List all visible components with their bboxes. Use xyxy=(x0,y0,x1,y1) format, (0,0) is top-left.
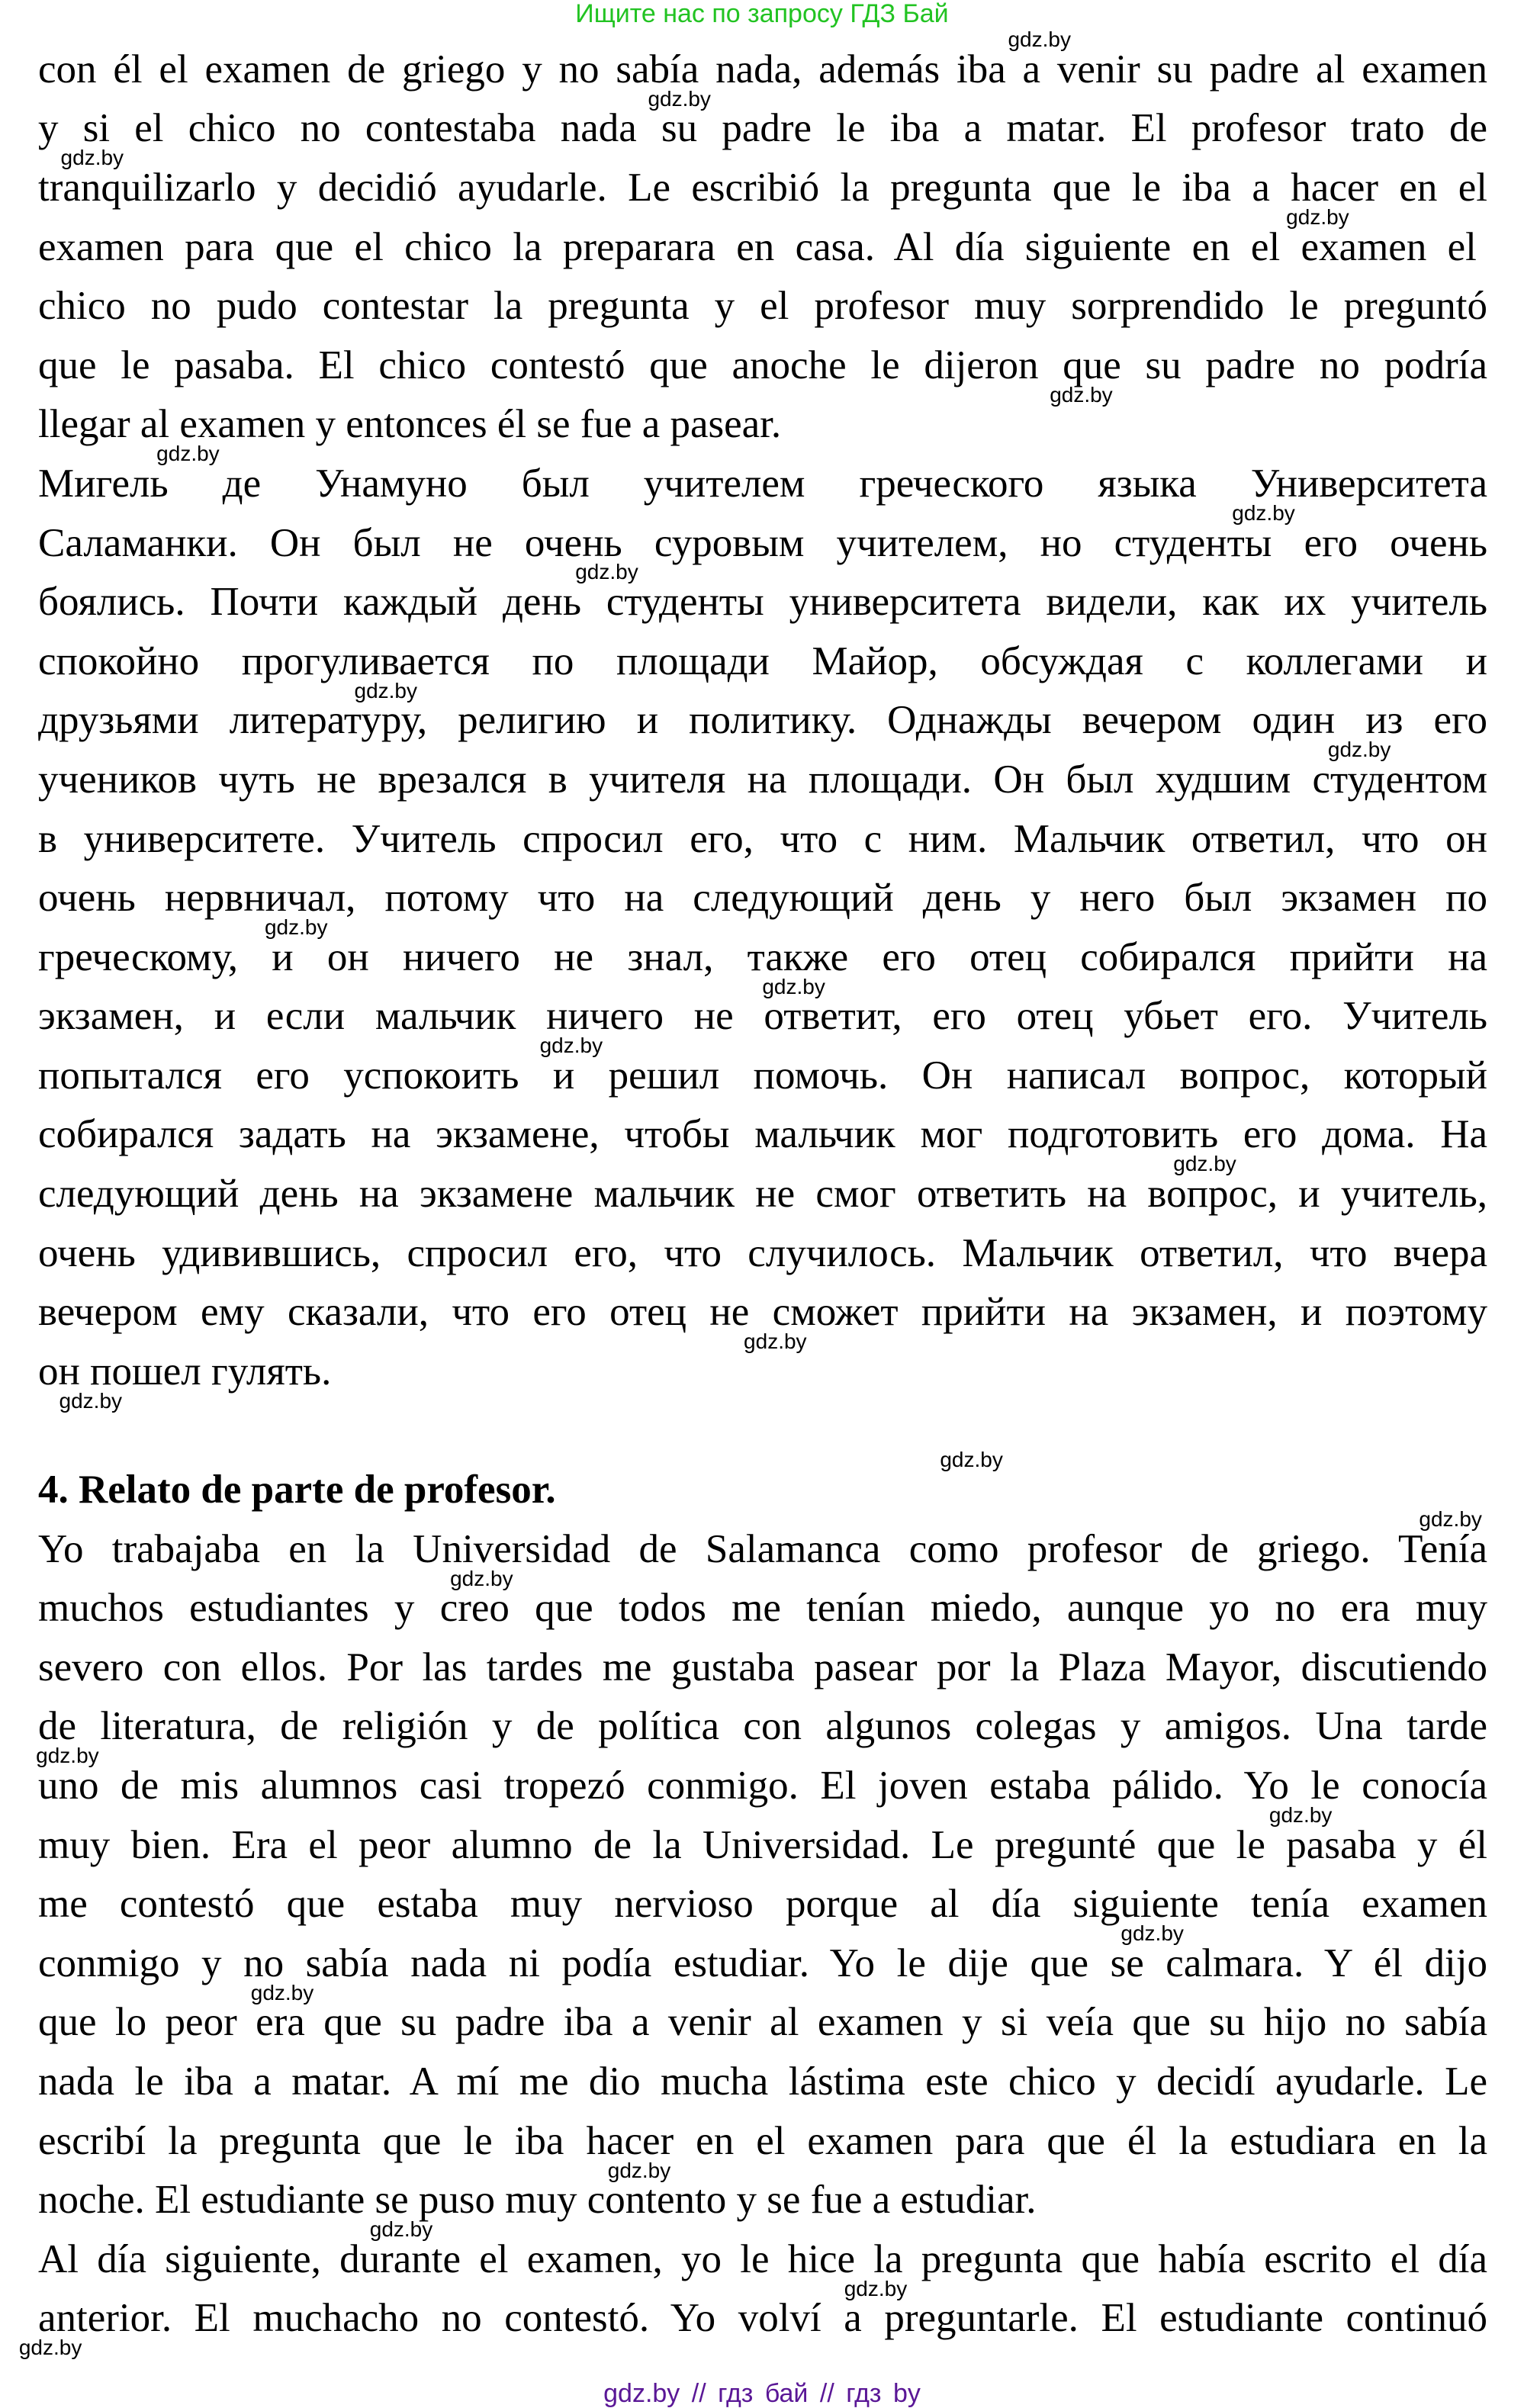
text-line: examen para que el chico la preparara en casa. Al día siguiente en el examen el xyxy=(38,224,1477,269)
line-slot xyxy=(38,1164,1487,1223)
watermark: gdz.by xyxy=(1050,382,1113,407)
search-banner[interactable]: Ищите нас по запросу ГДЗ Бай xyxy=(575,0,949,28)
watermark: gdz.by xyxy=(648,86,711,111)
text-line: noche. El estudiante se puso muy contento y se fue a estudiar. xyxy=(38,2178,1037,2223)
watermark: gdz.by xyxy=(36,1744,99,1768)
line-slot xyxy=(38,336,1487,395)
line-slot xyxy=(38,40,1487,99)
text-line: следующий день на экзамене мальчик не смог ответить на вопрос, и учитель, xyxy=(38,1172,1487,1217)
text-line: que lo peor era que su padre iba a venir al examen y si veía que su hijo no sabía xyxy=(38,2000,1487,2045)
line-slot xyxy=(38,217,1487,277)
text-line: me contestó que estaba muy nervioso porque al día siguiente tenía examen xyxy=(38,1882,1487,1927)
text-line: anterior. El muchacho no contestó. Yo volví a preguntarle. El estudiante continuó xyxy=(38,2296,1487,2341)
text-line: собирался задать на экзамене, чтобы мальчик мог подготовить его дома. На xyxy=(38,1112,1487,1157)
text-line: muchos estudiantes y creo que todos me tenían miedo, aunque yo no era muy xyxy=(38,1586,1487,1631)
line-slot xyxy=(38,1697,1487,1757)
text-line: очень нервничал, потому что на следующий день у него был экзамен по xyxy=(38,876,1487,921)
section-heading: 4. Relato de parte de profesor. xyxy=(38,1468,556,1513)
line-slot xyxy=(38,1401,1487,1461)
line-slot xyxy=(38,1046,1487,1105)
line-slot xyxy=(38,2230,1487,2289)
line-slot xyxy=(38,99,1487,159)
watermark: gdz.by xyxy=(18,2336,82,2360)
text-line: Мигель де Унамуно был учителем греческого языка Университета xyxy=(38,461,1487,506)
text-line: учеников чуть не врезался в учителя на площади. Он был худшим студентом xyxy=(38,757,1487,802)
text-line: muy bien. Era el peor alumno de la Universidad. Le pregunté que le pasaba y él xyxy=(38,1822,1487,1867)
text-line: боялись. Почти каждый день студенты университета видели, как их учитель xyxy=(38,580,1487,625)
text-line: conmigo y no sabía nada ni podía estudiar. Yo le dije que se calmara. Y él dijo xyxy=(38,1940,1487,1985)
line-slot xyxy=(38,1460,1487,1519)
line-slot xyxy=(38,632,1487,691)
watermark: gdz.by xyxy=(844,2276,908,2300)
text-line: y si el chico no contestaba nada su padre le iba a matar. El profesor trato de xyxy=(38,106,1487,151)
line-slot xyxy=(38,572,1487,632)
line-slot xyxy=(38,809,1487,869)
watermark: gdz.by xyxy=(940,1448,1003,1472)
text-line: очень удивившись, спросил его, что случилось. Мальчик ответил, что вчера xyxy=(38,1230,1487,1275)
line-slot xyxy=(38,2289,1487,2349)
watermark: gdz.by xyxy=(1120,1921,1184,1946)
watermark: gdz.by xyxy=(539,1034,603,1058)
text-line: спокойно прогуливается по площади Майор, обсуждая с коллегами и xyxy=(38,638,1487,683)
line-slot xyxy=(38,691,1487,751)
watermark: gdz.by xyxy=(762,974,825,998)
text-line: con él el examen de griego y no sabía nada, además iba a venir su padre al examen xyxy=(38,47,1487,92)
watermark: gdz.by xyxy=(369,2217,433,2242)
watermark: gdz.by xyxy=(1173,1152,1236,1176)
watermark: gdz.by xyxy=(264,915,328,939)
text-line: chico no pudo contestar la pregunta y el profesor muy sorprendido le preguntó xyxy=(38,284,1487,329)
text-line: Yo trabajaba en la Universidad de Salamanca como profesor de griego. Tenía xyxy=(38,1526,1487,1571)
text-line: severo con ellos. Por las tardes me gustaba pasear por la Plaza Mayor, discutiendo xyxy=(38,1644,1487,1689)
watermark: gdz.by xyxy=(354,678,417,702)
text-line: экзамен, и если мальчик ничего не ответит, его отец убьет его. Учитель xyxy=(38,994,1487,1039)
watermark: gdz.by xyxy=(1008,27,1071,51)
text-line: в университете. Учитель спросил его, что с ним. Мальчик ответил, что он xyxy=(38,816,1487,861)
text-line: tranquilizarlo y decidió ayudarle. Le escribió la pregunta que le iba a hacer en el xyxy=(38,165,1487,210)
text-line: Саламанки. Он был не очень суровым учителем, но студенты его очень xyxy=(38,520,1487,565)
watermark: gdz.by xyxy=(1232,500,1295,525)
text-line: nada le iba a matar. A mí me dio mucha lástima este chico y decidí ayudarle. Le xyxy=(38,2059,1487,2104)
line-slot xyxy=(38,395,1487,455)
watermark: gdz.by xyxy=(607,2158,671,2182)
watermark: gdz.by xyxy=(1419,1507,1482,1531)
line-slot xyxy=(38,2052,1487,2111)
watermark: gdz.by xyxy=(250,1980,314,2005)
watermark: gdz.by xyxy=(60,146,124,170)
text-line: escribí la pregunta que le iba hacer en el examen para que él la estudiara en la xyxy=(38,2118,1487,2163)
watermark: gdz.by xyxy=(1268,1803,1333,1827)
text-line: de literatura, de religión y de política con algunos colegas y amigos. Una tarde xyxy=(38,1704,1487,1749)
watermark: gdz.by xyxy=(1286,204,1349,229)
text-line: он пошел гулять. xyxy=(38,1349,332,1394)
line-slot xyxy=(38,276,1487,336)
line-slot xyxy=(38,2111,1487,2171)
watermark: gdz.by xyxy=(1327,738,1391,762)
text-line: попытался его успокоить и решил помочь. Он написал вопрос, который xyxy=(38,1053,1487,1098)
line-slot xyxy=(38,158,1487,217)
text-line: Al día siguiente, durante el examen, yo le hice la pregunta que había escrito el día xyxy=(38,2236,1487,2281)
line-slot xyxy=(38,1874,1487,1934)
line-slot xyxy=(38,868,1487,928)
text-line: uno de mis alumnos casi tropezó conmigo. El joven estaba pálido. Yo le conocía xyxy=(38,1763,1487,1808)
line-slot xyxy=(38,1519,1487,1579)
watermark: gdz.by xyxy=(575,560,638,584)
line-slot xyxy=(38,2170,1487,2230)
watermark: gdz.by xyxy=(156,442,220,466)
text-line: вечером ему сказали, что его отец не сможет прийти на экзамен, и поэтому xyxy=(38,1290,1487,1335)
watermark: gdz.by xyxy=(59,1388,123,1413)
text-line: друзьями литературу, религию и политику. Однажды вечером один из его xyxy=(38,698,1487,743)
line-slot xyxy=(38,1578,1487,1638)
line-slot xyxy=(38,1105,1487,1165)
watermark: gdz.by xyxy=(450,1566,513,1590)
text-line: греческому, и он ничего не знал, также его отец собирался прийти на xyxy=(38,934,1487,979)
footer-links[interactable]: gdz.by // гдз бай // гдз by xyxy=(603,2379,921,2408)
text-line: llegar al examen y entonces él se fue a pasear. xyxy=(38,402,782,447)
line-slot xyxy=(38,1638,1487,1697)
line-slot xyxy=(38,750,1487,809)
watermark: gdz.by xyxy=(744,1329,807,1354)
text-line: que le pasaba. El chico contestó que anoche le dijeron que su padre no podría xyxy=(38,342,1487,387)
line-slot xyxy=(38,1223,1487,1283)
